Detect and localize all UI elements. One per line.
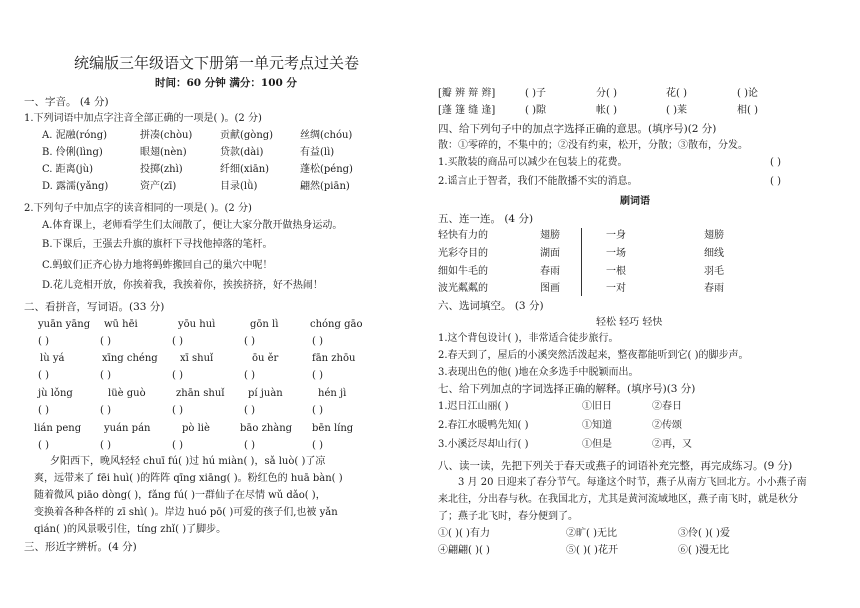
s7-option[interactable]: ②春日 <box>652 401 682 412</box>
match-quant[interactable]: 一对 <box>606 283 626 294</box>
answer-blank[interactable]: ( ) <box>38 440 49 451</box>
paragraph-line: 变换着各种各样的 zī shì( )。岸边 huó pō( )可爱的孩子们,也被 yǎn <box>34 507 338 518</box>
q1-cell: 丝绸(chóu) <box>300 130 353 141</box>
pinyin-label: pí juàn <box>248 388 283 399</box>
s7-option[interactable]: ①但是 <box>582 439 612 450</box>
s7-question: 3.小溪泛尽却山行( ) <box>438 439 529 450</box>
pinyin-label: yuán pán <box>104 423 151 434</box>
match-mid[interactable]: 春雨 <box>540 266 560 277</box>
answer-blank[interactable]: ( ) <box>100 336 111 347</box>
answer-blank[interactable]: ( ) <box>244 336 255 347</box>
center-title: 刷词语 <box>620 196 650 207</box>
s7-option[interactable]: ①旧日 <box>582 401 612 412</box>
char-group: [瓣 辨 辩 辫] <box>438 88 496 99</box>
q1-cell: B. 伶俐(lìng) <box>42 147 103 158</box>
answer-blank[interactable]: ( ) <box>38 370 49 381</box>
match-right[interactable]: 细线 <box>704 248 724 259</box>
s4-item-text: 1.买散装的商品可以减少在包装上的花费。 <box>438 157 628 168</box>
s7-option[interactable]: ②再，又 <box>652 439 692 450</box>
q2-option: C.蚂蚁们正齐心协力地将蚂蚱搬回自己的巢穴中呢！ <box>42 260 273 271</box>
match-mid[interactable]: 翅膀 <box>540 230 560 241</box>
answer-blank[interactable]: ( ) <box>100 405 111 416</box>
s8-fill[interactable]: ⑤( )( )花开 <box>566 545 618 556</box>
pinyin-label: xīng chéng <box>102 353 158 364</box>
s8-fill[interactable]: ③伶( )( )爱 <box>678 528 730 539</box>
section-2-heading: 二、看拼音，写词语。(33 分) <box>24 301 165 313</box>
pinyin-label: jù lǒng <box>38 388 73 399</box>
q2-option: D.花儿竞相开放，你挨着我，我挨着你，挨挨挤挤，好不热闹！ <box>42 280 323 291</box>
pinyin-label: ōu ěr <box>252 353 279 364</box>
pinyin-label: bēn líng <box>312 423 354 434</box>
char-blank[interactable]: ( )论 <box>737 88 758 99</box>
s7-question: 1.迟日江山丽( ) <box>438 401 509 412</box>
section-4-heading: 四、给下列句子中的加点字选择正确的意思。(填序号)(2 分) <box>438 123 717 135</box>
char-blank[interactable]: 帐( ) <box>596 105 617 116</box>
word-bank: 轻松 轻巧 轻快 <box>596 317 663 328</box>
answer-blank[interactable]: ( ) <box>100 440 111 451</box>
section-3-heading: 三、形近字辨析。(4 分) <box>24 541 137 553</box>
pinyin-label: zhān shuǐ <box>176 388 225 399</box>
s6-item: 2.春天到了，屋后的小溪突然活泼起来，整夜都能听到它( )的脚步声。 <box>438 350 749 361</box>
s8-paragraph-line: 3 月 20 日迎来了春分节气。每逢这个时节，燕子从南方飞回北方。小小燕子南 <box>458 477 807 488</box>
s7-option[interactable]: ①知道 <box>582 420 612 431</box>
s8-fill[interactable]: ①( )( )有力 <box>438 528 490 539</box>
q1-cell: 有益(lì) <box>300 147 335 158</box>
paragraph-line: qián( )的风景吸引住，tíng zhǐ( )了脚步。 <box>34 524 227 535</box>
matching-divider <box>581 228 582 296</box>
match-right[interactable]: 翅膀 <box>704 230 724 241</box>
answer-blank[interactable]: ( ) <box>312 405 323 416</box>
paragraph-line: 随着微风 piāo dòng( )，fǎng fú( )一群仙子在尽情 wǔ dǎo( )， <box>34 490 326 501</box>
s8-fill[interactable]: ②旷( )无比 <box>566 528 617 539</box>
answer-blank[interactable]: ( ) <box>244 405 255 416</box>
q1-cell: 纤细(xiān) <box>220 164 270 175</box>
answer-blank[interactable]: ( ) <box>100 370 111 381</box>
char-blank[interactable]: ( )子 <box>525 88 546 99</box>
pinyin-label: xī shuǐ <box>180 353 214 364</box>
s8-paragraph-line: 了；燕子北飞时，春分便到了。 <box>438 511 578 522</box>
match-quant[interactable]: 一场 <box>606 248 626 259</box>
q1-cell: 资产(zī) <box>140 181 177 192</box>
question-1: 1.下列词语中加点字注音全部正确的一项是( )。(2 分) <box>24 113 262 124</box>
exam-subtitle: 时间：60 分钟 满分：100 分 <box>155 77 297 89</box>
q1-cell: 翩然(piān) <box>300 181 350 192</box>
exam-title: 统编版三年级语文下册第一单元考点过关卷 <box>74 54 360 72</box>
s7-option[interactable]: ②传颂 <box>652 420 682 431</box>
answer-blank[interactable]: ( ) <box>244 370 255 381</box>
paragraph-line: 爽，远带来了 fēi huì( )的阵阵 qīng xiāng( )。粉红色的 huā bàn( ) <box>34 473 343 484</box>
s4-item-blank[interactable]: ( ) <box>770 157 781 168</box>
paragraph-line: 夕阳西下，晚风轻轻 chuī fú( )过 hú miàn( )，sǎ luò( )了凉 <box>50 456 326 467</box>
char-blank[interactable]: ( )莱 <box>666 105 687 116</box>
answer-blank[interactable]: ( ) <box>172 440 183 451</box>
pinyin-label: bāo zhàng <box>240 423 293 434</box>
answer-blank[interactable]: ( ) <box>172 336 183 347</box>
answer-blank[interactable]: ( ) <box>38 405 49 416</box>
pinyin-label: chóng gāo <box>310 319 363 330</box>
section-1-heading: 一、字音。 (4 分) <box>24 96 109 108</box>
pinyin-label: wū hēi <box>104 319 138 330</box>
q1-cell: A. 泥融(róng) <box>42 130 108 141</box>
q1-cell: 投掷(zhì) <box>140 164 183 175</box>
match-left[interactable]: 轻快有力的 <box>438 230 488 241</box>
pinyin-label: gōn lì <box>250 319 279 330</box>
match-quant[interactable]: 一身 <box>606 230 626 241</box>
section-7-heading: 七、给下列加点的字词选择正确的解释。(填序号)(3 分) <box>438 383 696 395</box>
match-left[interactable]: 波光粼粼的 <box>438 283 488 294</box>
q2-option: B.下课后，王强去升旗的旗杆下寻找他掉落的笔杆。 <box>42 239 273 250</box>
s8-paragraph-line: 来北往，分出春与秋。在我国北方，尤其是黄河流域地区，燕子南飞时，就是秋分 <box>438 494 798 505</box>
pinyin-label: yōu huì <box>178 319 216 330</box>
answer-blank[interactable]: ( ) <box>312 370 323 381</box>
answer-blank[interactable]: ( ) <box>172 370 183 381</box>
pinyin-label: yuān yāng <box>38 319 91 330</box>
section-8-heading: 八、读一读，先把下列关于春天或燕子的词语补充完整，再完成练习。(9 分) <box>438 460 793 472</box>
pinyin-label: fān zhōu <box>312 353 356 364</box>
answer-blank[interactable]: ( ) <box>172 405 183 416</box>
pinyin-label: lián peng <box>34 423 82 434</box>
match-quant[interactable]: 一根 <box>606 266 626 277</box>
pinyin-label: lù yá <box>40 353 65 364</box>
s7-question: 2.春江水暖鸭先知( ) <box>438 420 529 431</box>
pinyin-label: pò liè <box>182 423 210 434</box>
answer-blank[interactable]: ( ) <box>244 440 255 451</box>
section-4-note: 散：①零碎的，不集中的；②没有约束，松开，分散；③散布，分发。 <box>438 140 748 151</box>
match-right[interactable]: 春雨 <box>704 283 724 294</box>
q1-cell: 眼翅(nèn) <box>140 147 187 158</box>
match-left[interactable]: 细如牛毛的 <box>438 266 488 277</box>
question-2: 2.下列句子中加点字的读音相同的一项是( )。(2 分) <box>24 203 252 214</box>
char-group: [蓬 篷 缝 逢] <box>438 105 496 116</box>
section-6-heading: 六、选词填空。 (3 分) <box>438 300 544 312</box>
match-right[interactable]: 羽毛 <box>704 266 724 277</box>
section-5-heading: 五、连一连。 (4 分) <box>438 213 534 225</box>
q1-cell: 蓬松(péng) <box>300 164 353 175</box>
match-mid[interactable]: 湖面 <box>540 248 560 259</box>
s4-item-text: 2.谣言止于智者，我们不能散播不实的消息。 <box>438 176 638 187</box>
char-blank[interactable]: 相( ) <box>737 105 758 116</box>
answer-blank[interactable]: ( ) <box>312 336 323 347</box>
match-left[interactable]: 光彩夺目的 <box>438 248 488 259</box>
pinyin-label: hén jì <box>318 388 347 399</box>
answer-blank[interactable]: ( ) <box>38 336 49 347</box>
char-blank[interactable]: 分( ) <box>596 88 617 99</box>
q1-cell: 贡献(gòng) <box>220 130 274 141</box>
char-blank[interactable]: 花( ) <box>666 88 687 99</box>
s8-fill[interactable]: ⑥( )漫无比 <box>678 545 729 556</box>
pinyin-label: lüè guò <box>108 388 146 399</box>
char-blank[interactable]: ( )隙 <box>525 105 546 116</box>
q1-cell: C. 距离(jù) <box>42 164 93 175</box>
q1-cell: 拼凑(chòu) <box>140 130 193 141</box>
q1-cell: 目录(lǜ) <box>220 181 258 192</box>
s6-item: 3.表现出色的他( )地在众多选手中脱颖而出。 <box>438 367 639 378</box>
q2-option: A.体育课上，老师看学生们太闹散了，便让大家分散开做热身运动。 <box>42 220 343 231</box>
answer-blank[interactable]: ( ) <box>312 440 323 451</box>
s4-item-blank[interactable]: ( ) <box>770 176 781 187</box>
s8-fill[interactable]: ④翩翩( )( ) <box>438 545 490 556</box>
q1-cell: 贷款(dài) <box>220 147 264 158</box>
s6-item: 1.这个背包设计( )，非常适合徒步旅行。 <box>438 333 619 344</box>
q1-cell: D. 露濡(yǎng) <box>42 181 109 192</box>
match-mid[interactable]: 图画 <box>540 283 560 294</box>
